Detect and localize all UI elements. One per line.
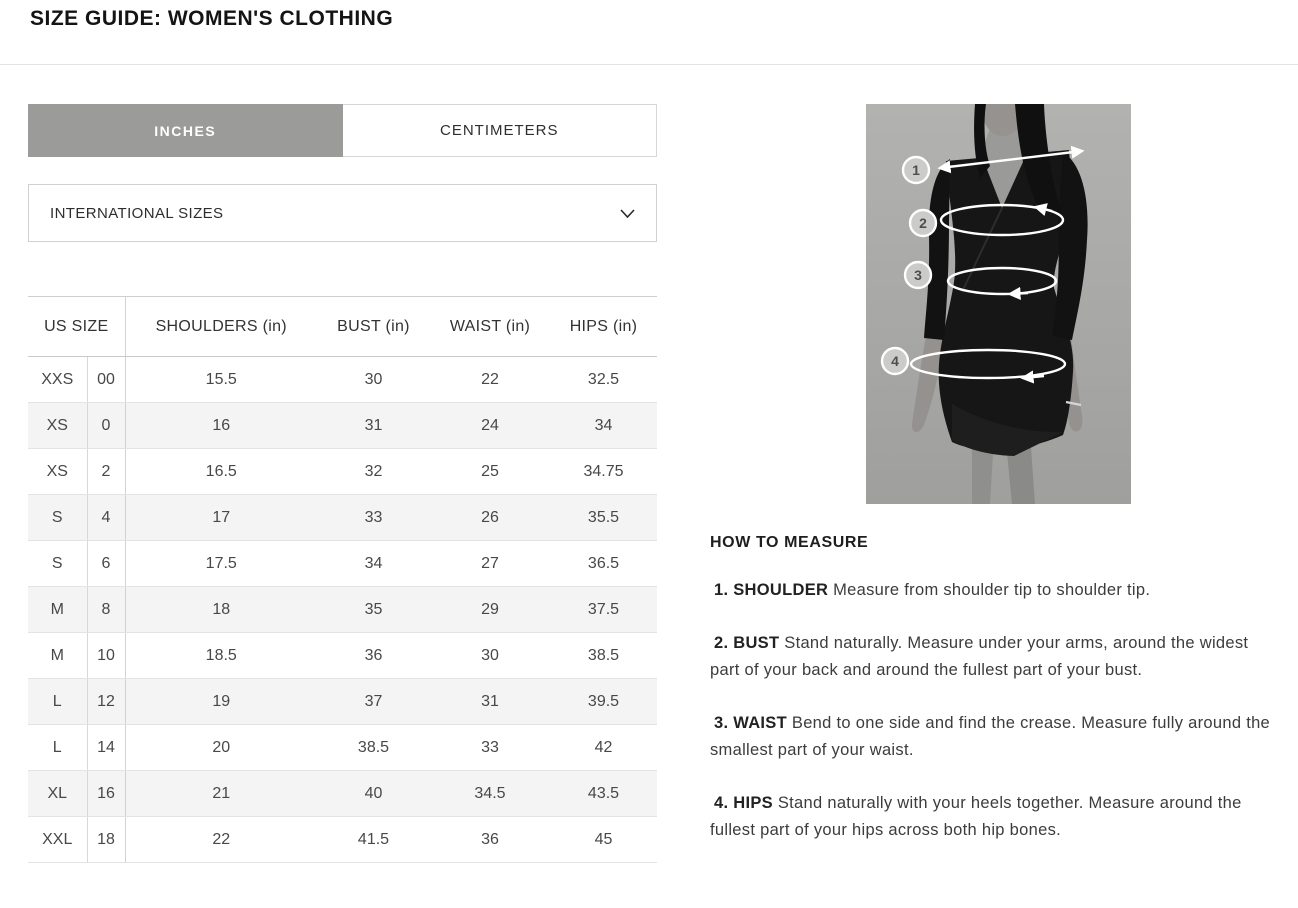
waist-cell: 22 bbox=[430, 357, 550, 403]
size-letter-cell: S bbox=[28, 541, 87, 587]
marker-2-label: 2 bbox=[919, 215, 927, 231]
how-to-measure-heading: HOW TO MEASURE bbox=[710, 534, 869, 551]
size-chart-panel bbox=[28, 104, 657, 863]
bust-cell: 30 bbox=[317, 357, 430, 403]
waist-cell: 36 bbox=[430, 817, 550, 863]
bust-cell: 41.5 bbox=[317, 817, 430, 863]
size-letter-cell: M bbox=[28, 633, 87, 679]
size-table bbox=[28, 296, 657, 863]
size-table-header bbox=[28, 297, 657, 357]
shoulders-cell: 18 bbox=[125, 587, 317, 633]
size-number-cell: 2 bbox=[87, 449, 125, 495]
size-letter-cell: M bbox=[28, 587, 87, 633]
size-letter-cell: XL bbox=[28, 771, 87, 817]
hips-cell: 36.5 bbox=[550, 541, 657, 587]
waist-cell: 33 bbox=[430, 725, 550, 771]
shoulders-cell: 20 bbox=[125, 725, 317, 771]
size-number-cell: 0 bbox=[87, 403, 125, 449]
size-number-cell: 4 bbox=[87, 495, 125, 541]
instruction-text: Stand naturally with your heels together. Measure around the fullest part of your hips across both hip bones. bbox=[710, 794, 1242, 839]
chevron-down-icon bbox=[620, 209, 635, 218]
measure-instructions bbox=[710, 577, 1272, 844]
size-letter-cell: XS bbox=[28, 449, 87, 495]
instruction-text: Bend to one side and find the crease. Measure fully around the smallest part of your waist. bbox=[710, 714, 1271, 759]
how-to-measure-panel bbox=[710, 104, 1272, 870]
hips-cell: 45 bbox=[550, 817, 657, 863]
table-row bbox=[28, 633, 657, 679]
main-content bbox=[0, 65, 1298, 870]
hips-cell: 43.5 bbox=[550, 771, 657, 817]
tab-inches[interactable]: INCHES bbox=[28, 104, 343, 157]
bust-cell: 36 bbox=[317, 633, 430, 679]
instruction-text: Measure from shoulder tip to shoulder tip. bbox=[828, 581, 1151, 599]
hips-cell: 32.5 bbox=[550, 357, 657, 403]
shoulders-cell: 22 bbox=[125, 817, 317, 863]
table-row bbox=[28, 679, 657, 725]
size-letter-cell: XXS bbox=[28, 357, 87, 403]
page-header bbox=[0, 0, 1298, 65]
table-row bbox=[28, 357, 657, 403]
marker-1-label: 1 bbox=[912, 162, 920, 178]
unit-tabs bbox=[28, 104, 657, 157]
column-header-shoulders: SHOULDERS (in) bbox=[125, 297, 317, 357]
page-title: SIZE GUIDE: WOMEN'S CLOTHING bbox=[30, 7, 394, 30]
hips-cell: 34 bbox=[550, 403, 657, 449]
measure-instruction bbox=[710, 630, 1272, 684]
waist-cell: 30 bbox=[430, 633, 550, 679]
table-row bbox=[28, 449, 657, 495]
measure-instruction bbox=[710, 790, 1272, 844]
column-header-bust: BUST (in) bbox=[317, 297, 430, 357]
waist-cell: 26 bbox=[430, 495, 550, 541]
waist-cell: 34.5 bbox=[430, 771, 550, 817]
shoulders-cell: 18.5 bbox=[125, 633, 317, 679]
table-row bbox=[28, 541, 657, 587]
hips-cell: 35.5 bbox=[550, 495, 657, 541]
size-number-cell: 8 bbox=[87, 587, 125, 633]
size-number-cell: 12 bbox=[87, 679, 125, 725]
instruction-label: 3. WAIST bbox=[714, 714, 787, 732]
column-header-waist: WAIST (in) bbox=[430, 297, 550, 357]
bust-cell: 34 bbox=[317, 541, 430, 587]
shoulders-cell: 15.5 bbox=[125, 357, 317, 403]
table-row bbox=[28, 771, 657, 817]
size-letter-cell: XXL bbox=[28, 817, 87, 863]
size-number-cell: 6 bbox=[87, 541, 125, 587]
tab-centimeters[interactable]: CENTIMETERS bbox=[343, 104, 658, 157]
size-letter-cell: XS bbox=[28, 403, 87, 449]
size-number-cell: 16 bbox=[87, 771, 125, 817]
hips-cell: 38.5 bbox=[550, 633, 657, 679]
bust-cell: 38.5 bbox=[317, 725, 430, 771]
instruction-label: 2. BUST bbox=[714, 634, 780, 652]
shoulders-cell: 16.5 bbox=[125, 449, 317, 495]
measurement-figure-image bbox=[866, 104, 1131, 504]
measure-instruction bbox=[710, 710, 1272, 764]
measure-instruction bbox=[710, 577, 1272, 604]
shoulders-cell: 19 bbox=[125, 679, 317, 725]
waist-arrowhead bbox=[1010, 293, 1028, 294]
table-row bbox=[28, 587, 657, 633]
size-number-cell: 14 bbox=[87, 725, 125, 771]
waist-cell: 25 bbox=[430, 449, 550, 495]
marker-3-label: 3 bbox=[914, 267, 922, 283]
waist-cell: 27 bbox=[430, 541, 550, 587]
size-number-cell: 18 bbox=[87, 817, 125, 863]
size-number-cell: 10 bbox=[87, 633, 125, 679]
instruction-label: 4. HIPS bbox=[714, 794, 773, 812]
column-header-us-size: US SIZE bbox=[28, 297, 125, 357]
table-row bbox=[28, 725, 657, 771]
international-sizes-select[interactable] bbox=[28, 184, 657, 242]
bust-cell: 31 bbox=[317, 403, 430, 449]
size-table-body bbox=[28, 357, 657, 863]
size-letter-cell: L bbox=[28, 725, 87, 771]
shoulders-cell: 16 bbox=[125, 403, 317, 449]
shoulders-cell: 21 bbox=[125, 771, 317, 817]
shoulders-cell: 17 bbox=[125, 495, 317, 541]
instruction-label: 1. SHOULDER bbox=[714, 581, 829, 599]
instruction-text: Stand naturally. Measure under your arms, around the widest part of your back and around the fullest part of your bust. bbox=[710, 634, 1249, 679]
bust-cell: 33 bbox=[317, 495, 430, 541]
size-letter-cell: L bbox=[28, 679, 87, 725]
hips-cell: 42 bbox=[550, 725, 657, 771]
table-row bbox=[28, 403, 657, 449]
bust-cell: 40 bbox=[317, 771, 430, 817]
marker-4-label: 4 bbox=[891, 353, 899, 369]
column-header-hips: HIPS (in) bbox=[550, 297, 657, 357]
bust-cell: 32 bbox=[317, 449, 430, 495]
waist-cell: 29 bbox=[430, 587, 550, 633]
waist-cell: 31 bbox=[430, 679, 550, 725]
waist-cell: 24 bbox=[430, 403, 550, 449]
hips-cell: 37.5 bbox=[550, 587, 657, 633]
hips-cell: 34.75 bbox=[550, 449, 657, 495]
bust-cell: 37 bbox=[317, 679, 430, 725]
table-row bbox=[28, 817, 657, 863]
bust-cell: 35 bbox=[317, 587, 430, 633]
size-number-cell: 00 bbox=[87, 357, 125, 403]
table-row bbox=[28, 495, 657, 541]
shoulders-cell: 17.5 bbox=[125, 541, 317, 587]
hips-cell: 39.5 bbox=[550, 679, 657, 725]
international-sizes-select-value: INTERNATIONAL SIZES bbox=[50, 204, 224, 222]
size-letter-cell: S bbox=[28, 495, 87, 541]
